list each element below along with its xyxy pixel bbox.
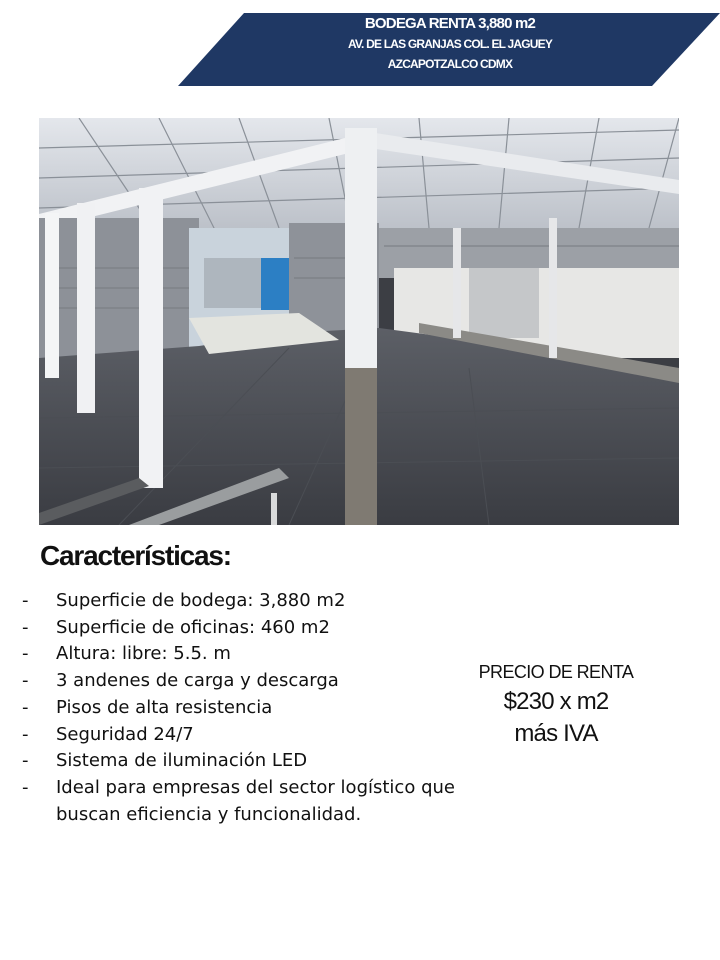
bullet-dash: - [22,750,29,772]
warehouse-photo [39,118,679,525]
list-item [22,588,492,615]
warehouse-illustration [39,118,679,525]
price-amount: $230 x m2 [503,688,609,715]
feature-text: Ideal para empresas del sector logístico que buscan eficiencia y funcionalidad. [56,776,455,825]
price-block [456,658,656,750]
list-item [22,748,492,775]
features-list [22,588,492,828]
list-item [22,668,492,695]
feature-text: Pisos de alta resistencia [56,696,273,718]
feature-text: Seguridad 24/7 [56,723,194,745]
banner-city: AZCAPOTZALCO CDMX [387,57,513,71]
feature-text: 3 andenes de carga y descarga [56,670,339,692]
bullet-dash: - [22,590,29,611]
banner-title: BODEGA RENTA 3,880 m2 [364,15,536,32]
banner-text [230,14,670,74]
feature-text: Sistema de iluminación LED [56,750,308,772]
feature-text: Superficie de bodega: 3,880 m2 [56,590,346,611]
list-item [22,615,492,642]
price-tax: más IVA [514,720,598,747]
feature-text: Altura: libre: 5.5. m [56,643,231,665]
list-item [22,775,492,828]
features-heading: Características: [40,540,231,571]
list-item [22,641,492,668]
bullet-dash: - [22,776,29,798]
bullet-dash: - [22,643,29,665]
bullet-dash: - [22,616,29,638]
list-item [22,695,492,722]
bullet-dash: - [22,670,29,692]
price-label: PRECIO DE RENTA [478,662,634,682]
feature-text: Superficie de oficinas: 460 m2 [56,616,330,638]
bullet-dash: - [22,723,29,745]
bullet-dash: - [22,696,29,718]
title-banner [0,0,720,90]
list-item [22,722,492,749]
banner-address: AV. DE LAS GRANJAS COL. EL JAGUEY [347,37,553,51]
